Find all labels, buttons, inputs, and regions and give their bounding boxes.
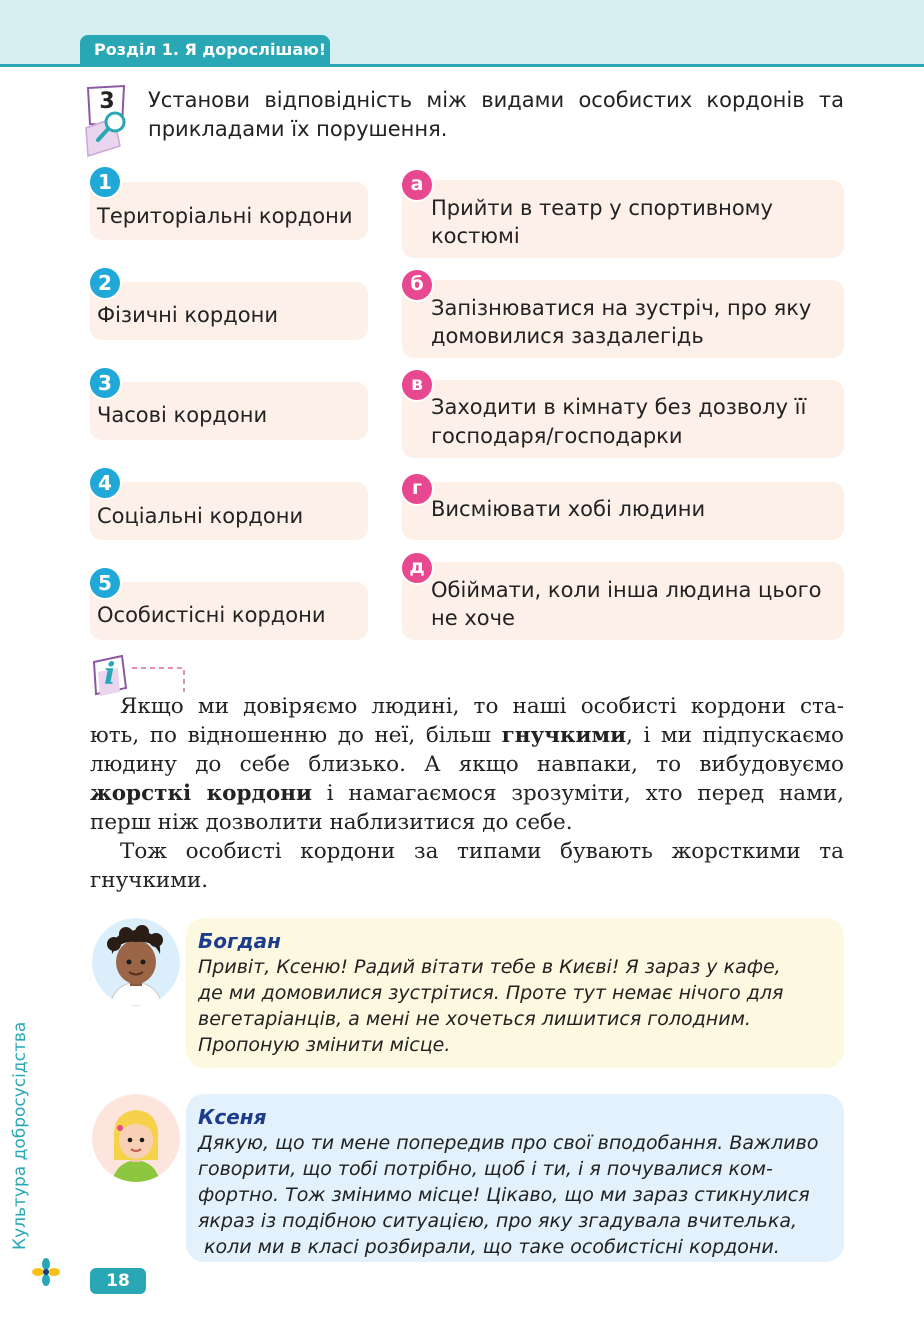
speech-line: фортно. Тож змінимо місце! Цікаво, що ми зараз стикнулися [198, 1184, 810, 1206]
speech-bubble-ksenia [186, 1094, 844, 1262]
para-line: Тож особисті кордони за типами бувають жорсткими та [120, 839, 844, 864]
speech-line: вегетаріанців, а мені не хочеться лишитися голодним. [198, 1008, 751, 1030]
letter-badge-a: а [400, 168, 434, 202]
boundary-label: Фізичні кордони [97, 303, 278, 327]
letter-badge-b: б [400, 268, 434, 302]
boundary-label: Соціальні кордони [97, 504, 304, 528]
bold-term-flexible: гнучкими [501, 723, 627, 748]
example-line: Заходити в кімнату без дозволу її [431, 395, 807, 419]
avatar-bohdan [92, 918, 180, 1006]
section-title: Розділ 1. Я дорослішаю! [80, 35, 330, 65]
para-text: і намагаємося зрозуміти, хто перед нами, [311, 781, 844, 806]
task-instruction-line2: прикладами їх порушення. [148, 117, 448, 141]
speech-line: Пропоную змінити місце. [198, 1034, 451, 1056]
speech-line: Дякую, що ти мене попередив про свої вподобання. Важливо [198, 1132, 819, 1154]
number-badge-5: 5 [88, 566, 122, 600]
example-line: не хоче [431, 606, 515, 630]
boundary-card-3 [90, 382, 368, 440]
speech-line: де ми домовилися зустрітися. Проте тут немає нічого для [198, 982, 784, 1004]
speech-line: говорити, що тобі потрібно, щоб і ти, і я почувалися ком- [198, 1158, 773, 1180]
example-card-d [402, 562, 844, 640]
boundary-card-2 [90, 282, 368, 340]
example-card-h [402, 482, 844, 540]
para-line [90, 779, 844, 808]
example-line: Висміювати хобі людини [431, 497, 706, 521]
speech-line: Привіт, Ксеню! Радий вітати тебе в Києві! Я зараз у кафе, [198, 956, 781, 978]
page-number: 18 [90, 1268, 146, 1294]
info-paragraph-1 [90, 692, 844, 895]
speaker-name: Богдан [198, 929, 281, 953]
number-badge-3: 3 [88, 366, 122, 400]
boundary-label: Особистісні кордони [97, 603, 326, 627]
letter-badge-d: д [400, 551, 434, 585]
task-instruction-line1: Установи відповідність між видами особистих кордонів та [148, 88, 844, 112]
speech-line: якраз із подібною ситуацією, про яку згадувала вчителька, [198, 1210, 798, 1232]
avatar-ksenia [92, 1094, 180, 1182]
boundary-label: Територіальні кордони [97, 204, 353, 228]
example-line: господаря/господарки [431, 424, 683, 448]
speech-line: коли ми в класі розбирали, що таке особистісні кордони. [198, 1236, 780, 1258]
example-card-v [402, 380, 844, 458]
boundary-card-1 [90, 182, 368, 240]
task-number: 3 [99, 89, 115, 114]
task-number-icon [84, 84, 130, 156]
example-line: Прийти в театр у спортивному [431, 196, 773, 220]
example-card-a [402, 180, 844, 258]
para-line [90, 721, 844, 750]
speech-bubble-bohdan [186, 918, 844, 1068]
example-line: домовилися заздалегідь [431, 324, 704, 348]
para-line: Якщо ми довіряємо людині, то наші особисті кордони ста- [120, 694, 844, 719]
example-line: Обіймати, коли інша людина цього [431, 578, 822, 602]
example-card-b [402, 280, 844, 358]
para-line: перш ніж дозволити наблизитися до себе. [90, 810, 573, 835]
boundary-label: Часові кордони [97, 403, 268, 427]
svg-text:i: i [104, 657, 116, 692]
para-line: гнучкими. [90, 868, 209, 893]
flower-icon [32, 1258, 60, 1286]
letter-badge-v: в [400, 368, 434, 402]
side-section-title: Культура добросусідства [10, 1021, 30, 1250]
para-text: , і ми підпускаємо [626, 723, 844, 748]
boundary-card-5 [90, 582, 368, 640]
example-line: Запізнюватися на зустріч, про яку [431, 296, 812, 320]
example-line: костюмі [431, 224, 520, 248]
number-badge-1: 1 [88, 165, 122, 199]
bold-term-rigid: жорсткі кордони [90, 781, 312, 806]
number-badge-4: 4 [88, 466, 122, 500]
para-line: людину до себе близько. А якщо навпаки, то вибудовуємо [90, 752, 844, 777]
para-text: ють, по відношенню до неї, більш [90, 723, 502, 748]
letter-badge-h: г [400, 472, 434, 506]
number-badge-2: 2 [88, 266, 122, 300]
speaker-name: Ксеня [198, 1105, 267, 1129]
boundary-card-4 [90, 482, 368, 540]
